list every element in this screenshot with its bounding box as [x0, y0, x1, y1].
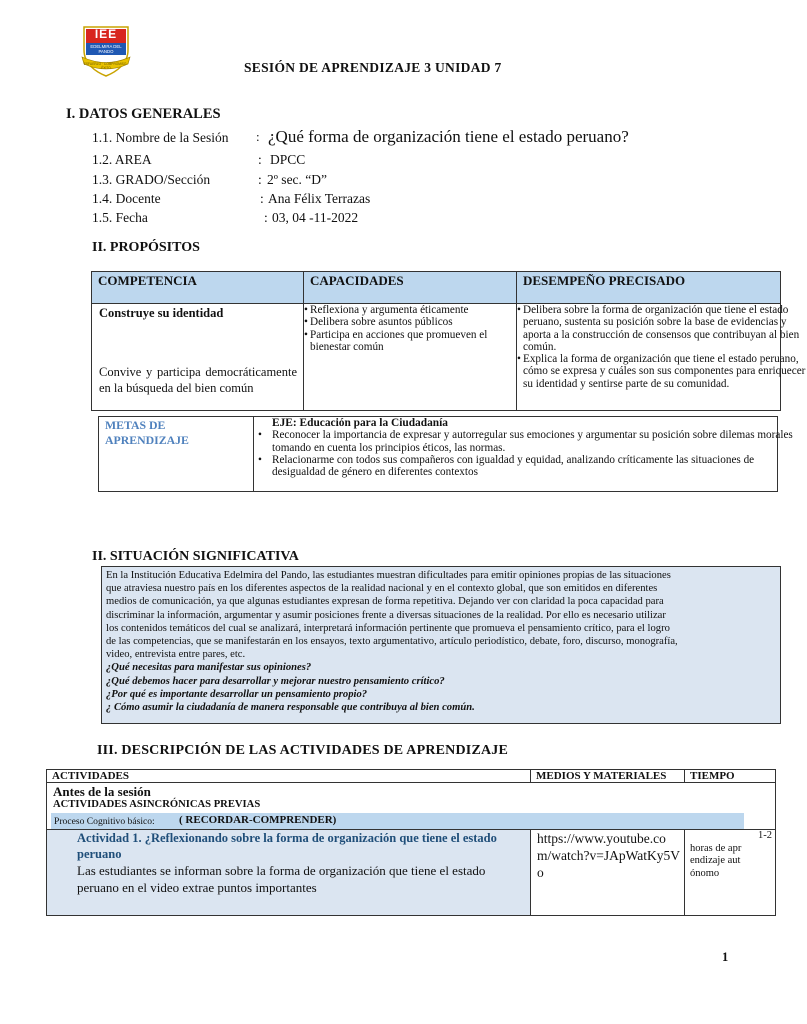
propositos-heading: II. PROPÓSITOS: [92, 240, 200, 255]
tiempo-cell: [684, 829, 776, 916]
meta-item: • Relacionarme con todos sus compañeros con igualdad y equidad, analizando críticamente las situaciones de desigualdad de género en diferentes contextos: [258, 453, 755, 479]
actividades-table: [46, 769, 776, 916]
tiempo-value: 1-2: [758, 830, 772, 841]
tiempo-unit: horas de aprendizaje autónomo: [690, 842, 742, 879]
header-medios: MEDIOS Y MATERIALES: [530, 769, 685, 783]
situacion-line: medios de comunicación, ya que algunas estudiantes expresan de forma repetitiva. Dejando ver con claridad la poca capacidad para: [106, 596, 664, 608]
competencia-convive: Convive y participa democráticamente en la búsqueda del bien común: [99, 365, 297, 395]
header-desempeno: DESEMPEÑO PRECISADO: [516, 271, 781, 304]
datos-sep: :: [258, 152, 262, 167]
datos-label: 1.4. Docente: [92, 191, 161, 206]
datos-row-fecha: [92, 210, 359, 226]
datos-value-area: DPCC: [270, 152, 306, 167]
desempeno-item: • Delibera sobre la forma de organización que tiene el estado peruano, sustenta su posición sobre la base de evidencias y aporta a la construcción de consensos que contribuyan al bien común.: [517, 304, 800, 353]
metas-label-cell: [98, 416, 254, 492]
page-number: 1: [722, 950, 729, 964]
situacion-box: [101, 566, 781, 724]
datos-sep: :: [258, 172, 262, 187]
situacion-heading: II. SITUACIÓN SIGNIFICATIVA: [92, 549, 299, 564]
situacion-line: En la Institución Educativa Edelmira del Pando, las estudiantes muestran dificultades para emitir opiniones propias de las situaciones: [106, 570, 671, 581]
header-actividades: ACTIVIDADES: [46, 769, 531, 783]
capacidad-item: • Delibera sobre asuntos públicos: [304, 316, 453, 329]
proceso-value: ( RECORDAR-COMPRENDER): [179, 814, 337, 826]
header-tiempo: TIEMPO: [684, 769, 776, 783]
asincronicas: ACTIVIDADES ASINCRÓNICAS PREVIAS: [53, 799, 261, 810]
actividades-heading: III. DESCRIPCIÓN DE LAS ACTIVIDADES DE APRENDIZAJE: [97, 743, 509, 758]
datos-row-nombre: [92, 127, 629, 146]
situacion-line: los contenidos temáticos del cual se analizará, interpretará información pertinente que promueva el pensamiento crítico, para el logro: [106, 622, 670, 634]
datos-label: 1.5. Fecha: [92, 210, 148, 225]
situacion-line: discriminar la información, argumentar y asumir posiciones frente a diversas situaciones de la realidad. Por ello es necesario utilizar: [106, 609, 666, 621]
metas-eje: EJE: Educación para la Ciudadanía: [272, 417, 448, 429]
actividad-1-cell: [46, 829, 531, 916]
actividad-1-desc: Las estudiantes se informan sobre la forma de organización que tiene el estado peruano en el video extrae puntos importantes: [77, 863, 486, 895]
desempenos-cell: [516, 303, 806, 411]
proceso-bar: [51, 813, 744, 829]
datos-label: 1.2. AREA: [92, 152, 152, 167]
logo-motto: ESFUERZO · COMPROMISO · ÉXITO: [83, 62, 129, 70]
school-logo: [78, 24, 134, 78]
header-competencia: COMPETENCIA: [91, 271, 304, 304]
metas-content-cell: [253, 416, 793, 492]
datos-row-grado: [92, 172, 328, 188]
capacidad-item: • Reflexiona y argumenta éticamente: [304, 304, 469, 316]
actividad-1-title: Actividad 1. ¿Reflexionando sobre la forma de organización que tiene el estado peruano: [77, 831, 497, 861]
proceso-label: Proceso Cognitivo básico:: [54, 816, 155, 827]
medio-link[interactable]: https://www.youtube.com/watch?v=JApWatKy5Vo: [530, 829, 685, 916]
metas-table: [98, 416, 793, 492]
situacion-question: ¿Qué necesitas para manifestar sus opiniones?: [106, 662, 312, 674]
datos-label: 1.1. Nombre de la Sesión: [92, 130, 229, 145]
datos-label: 1.3. GRADO/Sección: [92, 172, 211, 187]
situacion-question: ¿Qué debemos hacer para desarrollar y mejorar nuestro pensamiento crítico?: [106, 675, 445, 687]
situacion-line: video, entrevista entre pares, etc.: [106, 649, 246, 661]
datos-sep: :: [260, 191, 264, 206]
datos-row-area: [92, 152, 306, 168]
capacidades-cell: [303, 303, 517, 411]
datos-row-docente: [92, 191, 371, 207]
datos-value-nombre: ¿Qué forma de organización tiene el estado peruano?: [268, 127, 629, 146]
situacion-line: de las competencias, que se manifestarán en los ensayos, texto argumentativo, artículo periodístico, debate, foro, discurso, monografía,: [106, 636, 678, 648]
situacion-line: que atraviesa nuestro país en los diferentes aspectos de la realidad nacional y en el contexto global, que son emitidos en diferentes: [106, 583, 658, 595]
situacion-question: ¿ Cómo asumir la ciudadanía de manera responsable que contribuya al bien común.: [106, 702, 475, 714]
capacidad-item: • Participa en acciones que promueven el bienestar común: [304, 328, 488, 353]
metas-label-1: METAS DE: [105, 418, 166, 432]
metas-label-2: APRENDIZAJE: [105, 433, 189, 447]
datos-value-fecha: 03, 04 -11-2022: [272, 210, 359, 225]
meta-item: • Reconocer la importancia de expresar y autorregular sus emociones y argumentar su posición sobre dilemas morales tomando en cuenta los principios éticos, las normas.: [258, 429, 793, 454]
antes-sesion: Antes de la sesión: [53, 784, 151, 799]
competencia-cell: [91, 303, 304, 411]
logo-acronym: IEE: [94, 27, 118, 41]
logo-ribbon-text: EDELMIRA DEL PANDO: [90, 44, 122, 54]
antes-sesion-cell: [46, 782, 776, 832]
datos-value-docente: Ana Félix Terrazas: [268, 191, 371, 206]
header-capacidades: CAPACIDADES: [303, 271, 517, 304]
competencias-table: [91, 271, 806, 411]
datos-sep: :: [264, 210, 268, 225]
document-title: SESIÓN DE APRENDIZAJE 3 UNIDAD 7: [244, 60, 502, 75]
datos-sep: :: [256, 129, 260, 144]
situacion-question: ¿Por qué es importante desarrollar un pensamiento propio?: [106, 688, 368, 700]
datos-generales-heading: I. DATOS GENERALES: [66, 106, 221, 122]
datos-value-grado: 2º sec. “D”: [267, 172, 328, 187]
desempeno-item: • Explica la forma de organización que tiene el estado peruano, cómo se expresa y cuáles son sus componentes para enriquecer su identidad y sentirse parte de su comunidad.: [517, 353, 806, 390]
competencia-identidad: Construye su identidad: [99, 306, 224, 320]
